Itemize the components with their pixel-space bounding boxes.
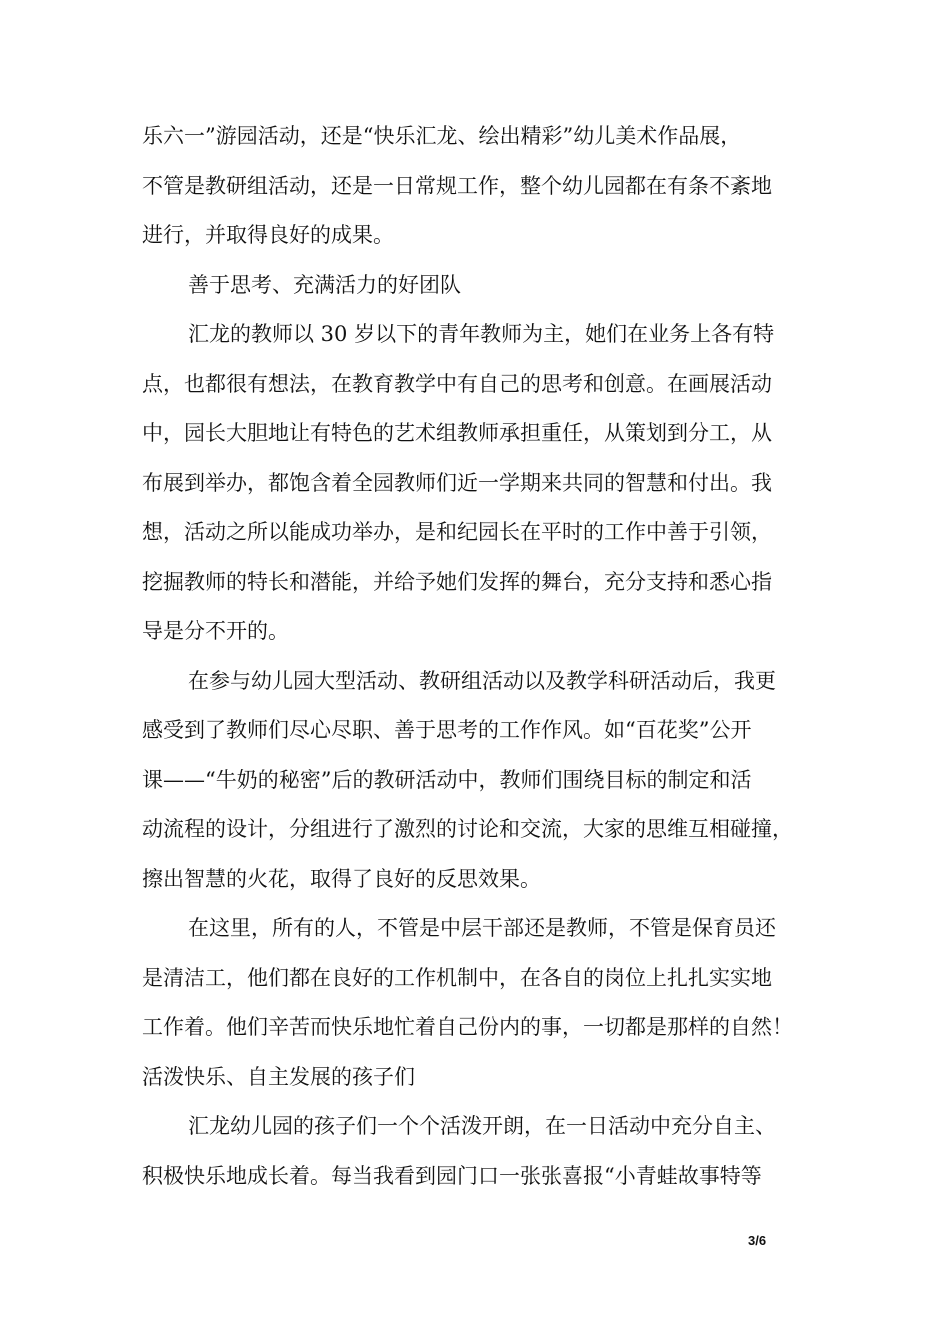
page-number: 3/6	[748, 1233, 767, 1248]
text-line: 汇龙的教师以 30 岁以下的青年教师为主，她们在业务上各有特	[188, 322, 775, 346]
text-line: 汇龙幼儿园的孩子们一个个活泼开朗，在一日活动中充分自主、	[188, 1114, 776, 1138]
text-line: 动流程的设计，分组进行了激烈的讨论和交流，大家的思维互相碰撞，	[142, 817, 793, 841]
text-line: 在这里，所有的人，不管是中层干部还是教师，不管是保育员还	[188, 916, 776, 940]
text-line: 在参与幼儿园大型活动、教研组活动以及教学科研活动后，我更	[188, 668, 776, 693]
text-line: 挖掘教师的特长和潜能，并给予她们发挥的舞台，充分支持和悉心指	[142, 569, 772, 594]
text-line: 中，园长大胆地让有特色的艺术组教师承担重任，从策划到分工，从	[142, 421, 772, 445]
text-line: 课——“牛奶的秘密”后的教研活动中，教师们围绕目标的制定和活	[142, 767, 752, 792]
text-line: 想，活动之所以能成功举办，是和纪园长在平时的工作中善于引领，	[142, 520, 772, 544]
body-text	[142, 112, 832, 1201]
text-line: 进行，并取得良好的成果。	[142, 223, 394, 247]
text-line: 乐六一”游园活动，还是“快乐汇龙、绘出精彩”幼儿美术作品展，	[142, 124, 742, 148]
section-heading: 活泼快乐、自主发展的孩子们	[142, 1064, 415, 1089]
text-line: 不管是教研组活动，还是一日常规工作，整个幼儿园都在有条不紊地	[142, 173, 772, 198]
text-line: 感受到了教师们尽心尽职、善于思考的工作作风。如“百花奖”公开	[142, 718, 752, 742]
text-line: 布展到举办，都饱含着全园教师们近一学期来共同的智慧和付出。我	[142, 470, 772, 495]
text-line: 积极快乐地成长着。每当我看到园门口一张张喜报“小青蛙故事特等	[142, 1163, 762, 1188]
text-line: 导是分不开的。	[142, 619, 289, 643]
text-line: 工作着。他们辛苦而快乐地忙着自己份内的事，一切都是那样的自然！	[142, 1015, 793, 1039]
section-heading: 善于思考、充满活力的好团队	[188, 272, 461, 297]
text-line: 点，也都很有想法，在教育教学中有自己的思考和创意。在画展活动	[142, 371, 772, 396]
text-line: 擦出智慧的火花，取得了良好的反思效果。	[142, 866, 541, 891]
text-line: 是清洁工，他们都在良好的工作机制中，在各自的岗位上扎扎实实地	[142, 965, 772, 990]
